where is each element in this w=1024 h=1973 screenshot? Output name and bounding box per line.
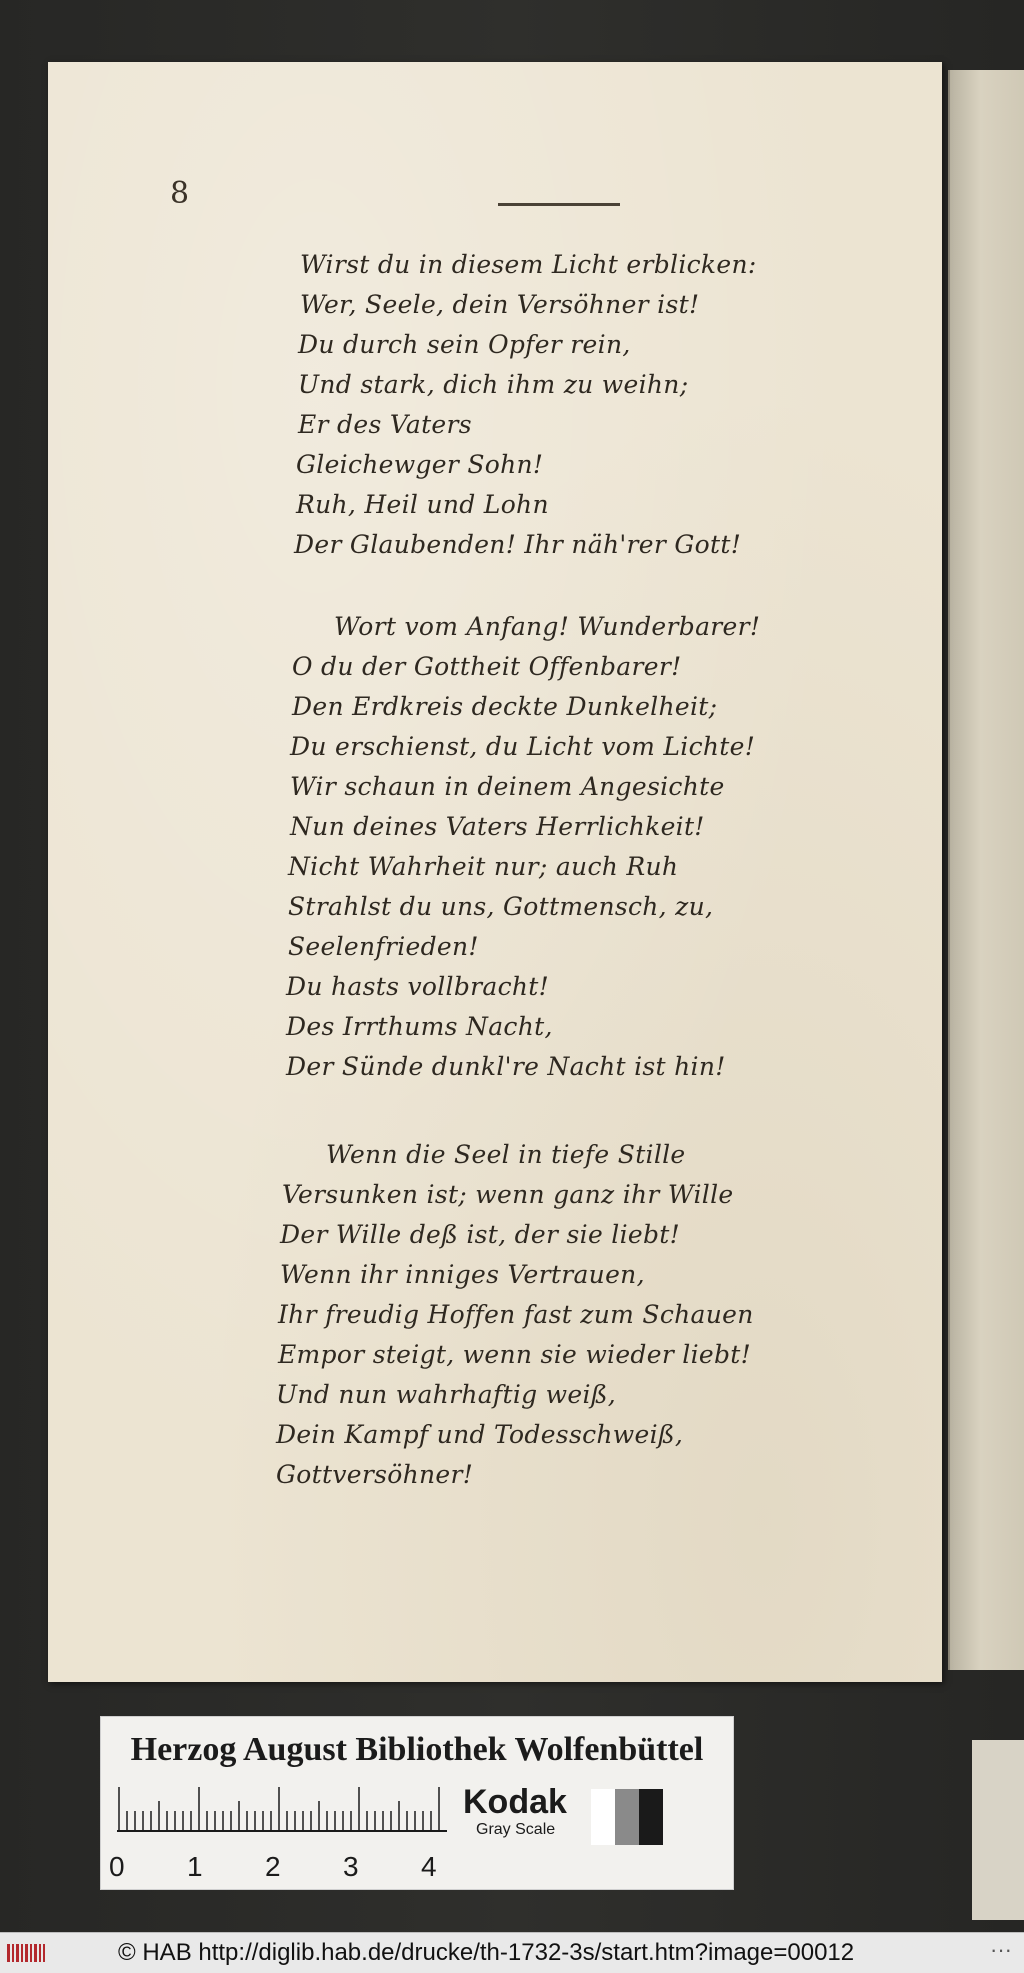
verse-line: Des Irrthums Nacht, <box>286 1012 553 1041</box>
verse-line: Du erschienst, du Licht vom Lichte! <box>290 732 756 761</box>
verse-line: Wirst du in diesem Licht erblicken: <box>300 250 757 279</box>
verse-line: Gottversöhner! <box>276 1460 474 1489</box>
verse-line: Empor steigt, wenn sie wieder liebt! <box>278 1340 751 1369</box>
verse-line: Dein Kampf und Todesschweiß, <box>276 1420 684 1449</box>
verse-line: Gleichewger Sohn! <box>296 450 544 479</box>
facing-page-label <box>972 1740 1024 1920</box>
swatch-gray <box>615 1789 639 1845</box>
more-menu-icon[interactable]: ··· <box>990 1937 1012 1962</box>
kodak-logo: Kodak <box>463 1783 567 1821</box>
ruler-number: 2 <box>265 1851 281 1882</box>
verse-line: Du hasts vollbracht! <box>286 972 549 1001</box>
gray-swatches <box>591 1789 663 1845</box>
color-calibration-card <box>100 1716 734 1890</box>
verse-line: Versunken ist; wenn ganz ihr Wille <box>282 1180 734 1209</box>
verse-line: Wir schaun in deinem Angesichte <box>290 772 725 801</box>
ruler-number: 1 <box>187 1851 203 1882</box>
page-number: 8 <box>170 176 190 211</box>
swatch-black <box>639 1789 663 1845</box>
verse-line: Der Glaubenden! Ihr näh'rer Gott! <box>294 530 742 559</box>
verse-line: Wer, Seele, dein Versöhner ist! <box>300 290 700 319</box>
verse-line: Wenn die Seel in tiefe Stille <box>326 1140 686 1169</box>
verse-line: Du durch sein Opfer rein, <box>298 330 631 359</box>
verse-line: Und stark, dich ihm zu weihn; <box>298 370 689 399</box>
ruler-number: 3 <box>343 1851 359 1882</box>
verse-line: Er des Vaters <box>298 410 472 439</box>
ruler-number: 4 <box>421 1851 437 1882</box>
copyright-link[interactable]: © HAB http://diglib.hab.de/drucke/th-1732-3s/start.htm?image=00012 <box>118 1939 855 1966</box>
swatch-white <box>591 1789 615 1845</box>
library-name: Herzog August Bibliothek Wolfenbüttel <box>130 1731 704 1768</box>
verse-line: Wenn ihr inniges Vertrauen, <box>280 1260 645 1289</box>
verse-line: Und nun wahrhaftig weiß, <box>276 1380 617 1409</box>
verse-line: Ihr freudig Hoffen fast zum Schauen <box>278 1300 754 1329</box>
verse-line: Der Wille deß ist, der sie liebt! <box>280 1220 680 1249</box>
hab-logo-icon <box>6 1942 46 1964</box>
verse-line: O du der Gottheit Offenbarer! <box>292 652 682 681</box>
gray-scale-label: Gray Scale <box>476 1821 556 1838</box>
verse-line: Den Erdkreis deckte Dunkelheit; <box>292 692 718 721</box>
verse-line: Wort vom Anfang! Wunderbarer! <box>334 612 761 641</box>
verse-line: Ruh, Heil und Lohn <box>296 490 549 519</box>
verse-line: Nun deines Vaters Herrlichkeit! <box>290 812 705 841</box>
ruler-number: 0 <box>109 1851 125 1882</box>
verse-line: Strahlst du uns, Gottmensch, zu, <box>288 892 714 921</box>
facing-page-edge <box>948 70 1024 1670</box>
verse-line: Seelenfrieden! <box>288 932 479 961</box>
verse-line: Nicht Wahrheit nur; auch Ruh <box>288 852 679 881</box>
ruler-scale <box>117 1785 447 1833</box>
footer-bar <box>0 1932 1024 1973</box>
header-rule <box>498 203 620 206</box>
verse-line: Der Sünde dunkl're Nacht ist hin! <box>286 1052 726 1081</box>
